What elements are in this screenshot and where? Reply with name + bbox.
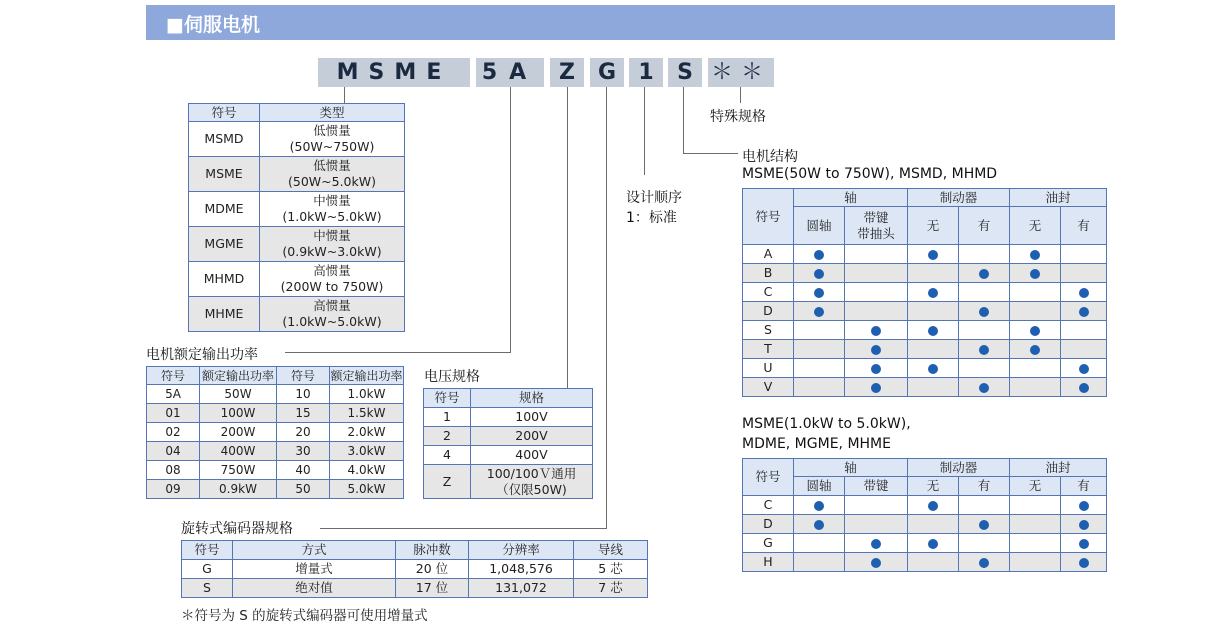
table-row: S 绝对值 17 位 131,072 7 芯 bbox=[182, 579, 648, 598]
structure-a-group-shaft: 轴 bbox=[794, 189, 908, 207]
structure-b-group-oilseal: 油封 bbox=[1010, 459, 1107, 477]
filled-dot-icon bbox=[814, 288, 824, 298]
filled-dot-icon bbox=[1030, 250, 1040, 260]
code-power-box bbox=[476, 58, 544, 87]
filled-dot-icon bbox=[814, 307, 824, 317]
structure-a-title: MSME(50W to 750W), MSMD, MHMD bbox=[742, 166, 998, 182]
power-table bbox=[146, 366, 404, 499]
table-row: 4 400V bbox=[424, 446, 593, 465]
filled-dot-icon bbox=[1079, 501, 1089, 511]
label-design-std: 1：标准 bbox=[626, 210, 677, 226]
table-row bbox=[743, 264, 1107, 283]
code-char-12: ＊ bbox=[741, 60, 772, 85]
filled-dot-icon bbox=[928, 288, 938, 298]
table-row bbox=[743, 553, 1107, 572]
table-row: G 增量式 20 位 1,048,576 5 芯 bbox=[182, 560, 648, 579]
leader-special bbox=[740, 87, 741, 103]
table-row: 04 400W 30 3.0kW bbox=[147, 442, 404, 461]
structure-code: H bbox=[743, 553, 794, 572]
structure-code: G bbox=[743, 534, 794, 553]
filled-dot-icon bbox=[871, 326, 881, 336]
leader-voltage bbox=[567, 87, 568, 389]
filled-dot-icon bbox=[1079, 558, 1089, 568]
filled-dot-icon bbox=[928, 364, 938, 374]
type-table bbox=[188, 103, 405, 332]
power-header-output-1: 额定输出功率 bbox=[200, 367, 277, 385]
table-row bbox=[743, 515, 1107, 534]
table-row: Z 100/100Ｖ通用 （仅限50W) bbox=[424, 465, 593, 499]
table-row: 01 100W 15 1.5kW bbox=[147, 404, 404, 423]
filled-dot-icon bbox=[979, 383, 989, 393]
structure-b-group-shaft: 轴 bbox=[794, 459, 908, 477]
structure-b-group-brake: 制动器 bbox=[908, 459, 1010, 477]
power-header-output-2: 额定输出功率 bbox=[330, 368, 403, 383]
filled-dot-icon bbox=[928, 326, 938, 336]
code-structure-box bbox=[668, 58, 702, 87]
filled-dot-icon bbox=[1079, 364, 1089, 374]
structure-code: B bbox=[743, 264, 794, 283]
footnote: ＊符号为 S 的旋转式编码器可使用增量式 bbox=[181, 608, 428, 624]
table-row bbox=[743, 302, 1107, 321]
table-row bbox=[743, 359, 1107, 378]
structure-a-header-symbol: 符号 bbox=[743, 189, 794, 245]
code-voltage-box bbox=[550, 58, 584, 87]
table-row bbox=[189, 262, 405, 297]
structure-a-group-oilseal: 油封 bbox=[1010, 189, 1107, 207]
power-header-symbol-2: 符号 bbox=[277, 367, 330, 385]
filled-dot-icon bbox=[979, 520, 989, 530]
table-row bbox=[189, 227, 405, 262]
table-row: 02 200W 20 2.0kW bbox=[147, 423, 404, 442]
table-row: 09 0.9kW 50 5.0kW bbox=[147, 480, 404, 499]
leader-power-v bbox=[510, 87, 511, 353]
structure-b-title-2: MDME, MGME, MHME bbox=[742, 436, 891, 452]
section-title-bar bbox=[146, 5, 1115, 40]
type-code: MHMD bbox=[189, 262, 260, 297]
structure-table-b: 符号 轴 制动器 油封 圆轴 带键 无 有 无 有 C D G H bbox=[742, 458, 1107, 572]
table-row: 08 750W 40 4.0kW bbox=[147, 461, 404, 480]
table-row bbox=[743, 245, 1107, 264]
code-char-6: A bbox=[509, 60, 539, 85]
filled-dot-icon bbox=[1030, 269, 1040, 279]
type-desc: 低惯量 (50W~5.0kW) bbox=[260, 157, 405, 192]
filled-dot-icon bbox=[1079, 520, 1089, 530]
type-code: MSMD bbox=[189, 122, 260, 157]
table-row bbox=[743, 340, 1107, 359]
type-header-symbol: 符号 bbox=[189, 104, 260, 122]
label-encoder: 旋转式编码器规格 bbox=[181, 521, 293, 537]
filled-dot-icon bbox=[1079, 288, 1089, 298]
filled-dot-icon bbox=[928, 250, 938, 260]
code-series-box bbox=[318, 58, 470, 87]
encoder-table: 符号 方式 脉冲数 分辨率 导线 G 增量式 20 位 1,048,576 5 芯 S 绝对值 17 位 131,072 7 芯 bbox=[181, 540, 648, 598]
structure-code: C bbox=[743, 283, 794, 302]
code-char-8: G bbox=[597, 60, 617, 85]
table-row bbox=[743, 534, 1107, 553]
table-row bbox=[743, 496, 1107, 515]
table-row: 2 200V bbox=[424, 427, 593, 446]
type-desc: 高惯量 (1.0kW~5.0kW) bbox=[260, 297, 405, 332]
filled-dot-icon bbox=[979, 558, 989, 568]
type-desc: 中惯量 (0.9kW~3.0kW) bbox=[260, 227, 405, 262]
structure-code: U bbox=[743, 359, 794, 378]
leader-type bbox=[344, 87, 345, 103]
type-desc: 低惯量 (50W~750W) bbox=[260, 122, 405, 157]
structure-code: C bbox=[743, 496, 794, 515]
filled-dot-icon bbox=[928, 539, 938, 549]
leader-structure-v bbox=[683, 87, 684, 154]
label-voltage: 电压规格 bbox=[424, 369, 480, 385]
filled-dot-icon bbox=[1079, 383, 1089, 393]
code-char-5: 5 bbox=[481, 60, 510, 85]
table-row bbox=[743, 283, 1107, 302]
table-row bbox=[189, 157, 405, 192]
table-row bbox=[189, 122, 405, 157]
table-row bbox=[743, 378, 1107, 397]
filled-dot-icon bbox=[871, 558, 881, 568]
leader-encoder-v bbox=[606, 87, 607, 529]
filled-dot-icon bbox=[979, 307, 989, 317]
table-row bbox=[743, 321, 1107, 340]
filled-dot-icon bbox=[814, 250, 824, 260]
code-char-4: E bbox=[426, 60, 452, 85]
code-char-7: Z bbox=[559, 60, 575, 85]
filled-dot-icon bbox=[871, 539, 881, 549]
filled-dot-icon bbox=[814, 269, 824, 279]
filled-dot-icon bbox=[1030, 345, 1040, 355]
structure-b-header-symbol: 符号 bbox=[743, 459, 794, 496]
filled-dot-icon bbox=[928, 501, 938, 511]
label-power: 电机额定输出功率 bbox=[146, 347, 258, 363]
structure-table-a: 符号 轴 制动器 油封 圆轴 带键 带抽头 无 有 无 有 A B C D S T U V bbox=[742, 188, 1107, 397]
structure-code: S bbox=[743, 321, 794, 340]
filled-dot-icon bbox=[814, 520, 824, 530]
filled-dot-icon bbox=[979, 269, 989, 279]
type-header-type: 类型 bbox=[260, 104, 405, 122]
leader-encoder-h bbox=[320, 528, 607, 529]
power-header-symbol-1: 符号 bbox=[147, 367, 200, 385]
filled-dot-icon bbox=[1079, 307, 1089, 317]
structure-code: T bbox=[743, 340, 794, 359]
type-desc: 高惯量 (200W to 750W) bbox=[260, 262, 405, 297]
label-special: 特殊规格 bbox=[710, 109, 766, 125]
voltage-header-symbol: 符号 bbox=[424, 389, 471, 408]
filled-dot-icon bbox=[979, 345, 989, 355]
code-encoder-box bbox=[590, 58, 624, 87]
code-char-2: S bbox=[368, 60, 395, 85]
leader-design bbox=[644, 87, 645, 175]
type-code: MDME bbox=[189, 192, 260, 227]
filled-dot-icon bbox=[1079, 539, 1089, 549]
type-code: MGME bbox=[189, 227, 260, 262]
filled-dot-icon bbox=[871, 364, 881, 374]
code-char-10: S bbox=[677, 60, 693, 85]
code-char-9: 1 bbox=[638, 60, 654, 85]
code-char-11: ＊ bbox=[710, 60, 741, 85]
filled-dot-icon bbox=[814, 501, 824, 511]
type-code: MHME bbox=[189, 297, 260, 332]
code-design-box bbox=[629, 58, 663, 87]
filled-dot-icon bbox=[871, 345, 881, 355]
structure-a-group-brake: 制动器 bbox=[908, 189, 1010, 207]
label-design-order: 设计顺序 bbox=[626, 190, 682, 206]
structure-b-title-1: MSME(1.0kW to 5.0kW), bbox=[742, 416, 911, 432]
structure-code: D bbox=[743, 515, 794, 534]
code-char-1: M bbox=[336, 60, 369, 85]
table-row: 5A 50W 10 1.0kW bbox=[147, 385, 404, 404]
structure-code: D bbox=[743, 302, 794, 321]
code-char-3: M bbox=[394, 60, 427, 85]
voltage-table bbox=[423, 388, 593, 499]
voltage-header-spec: 规格 bbox=[471, 389, 593, 408]
filled-dot-icon bbox=[1030, 326, 1040, 336]
filled-dot-icon bbox=[871, 383, 881, 393]
label-structure: 电机结构 bbox=[742, 149, 798, 165]
code-special-box bbox=[708, 58, 774, 87]
table-row: 1 100V bbox=[424, 408, 593, 427]
table-row bbox=[189, 192, 405, 227]
section-title: ■伺服电机 bbox=[166, 14, 260, 36]
type-desc: 中惯量 (1.0kW~5.0kW) bbox=[260, 192, 405, 227]
structure-code: A bbox=[743, 245, 794, 264]
leader-structure-h bbox=[683, 153, 738, 154]
structure-code: V bbox=[743, 378, 794, 397]
type-code: MSME bbox=[189, 157, 260, 192]
leader-power-h bbox=[285, 352, 511, 353]
table-row bbox=[189, 297, 405, 332]
